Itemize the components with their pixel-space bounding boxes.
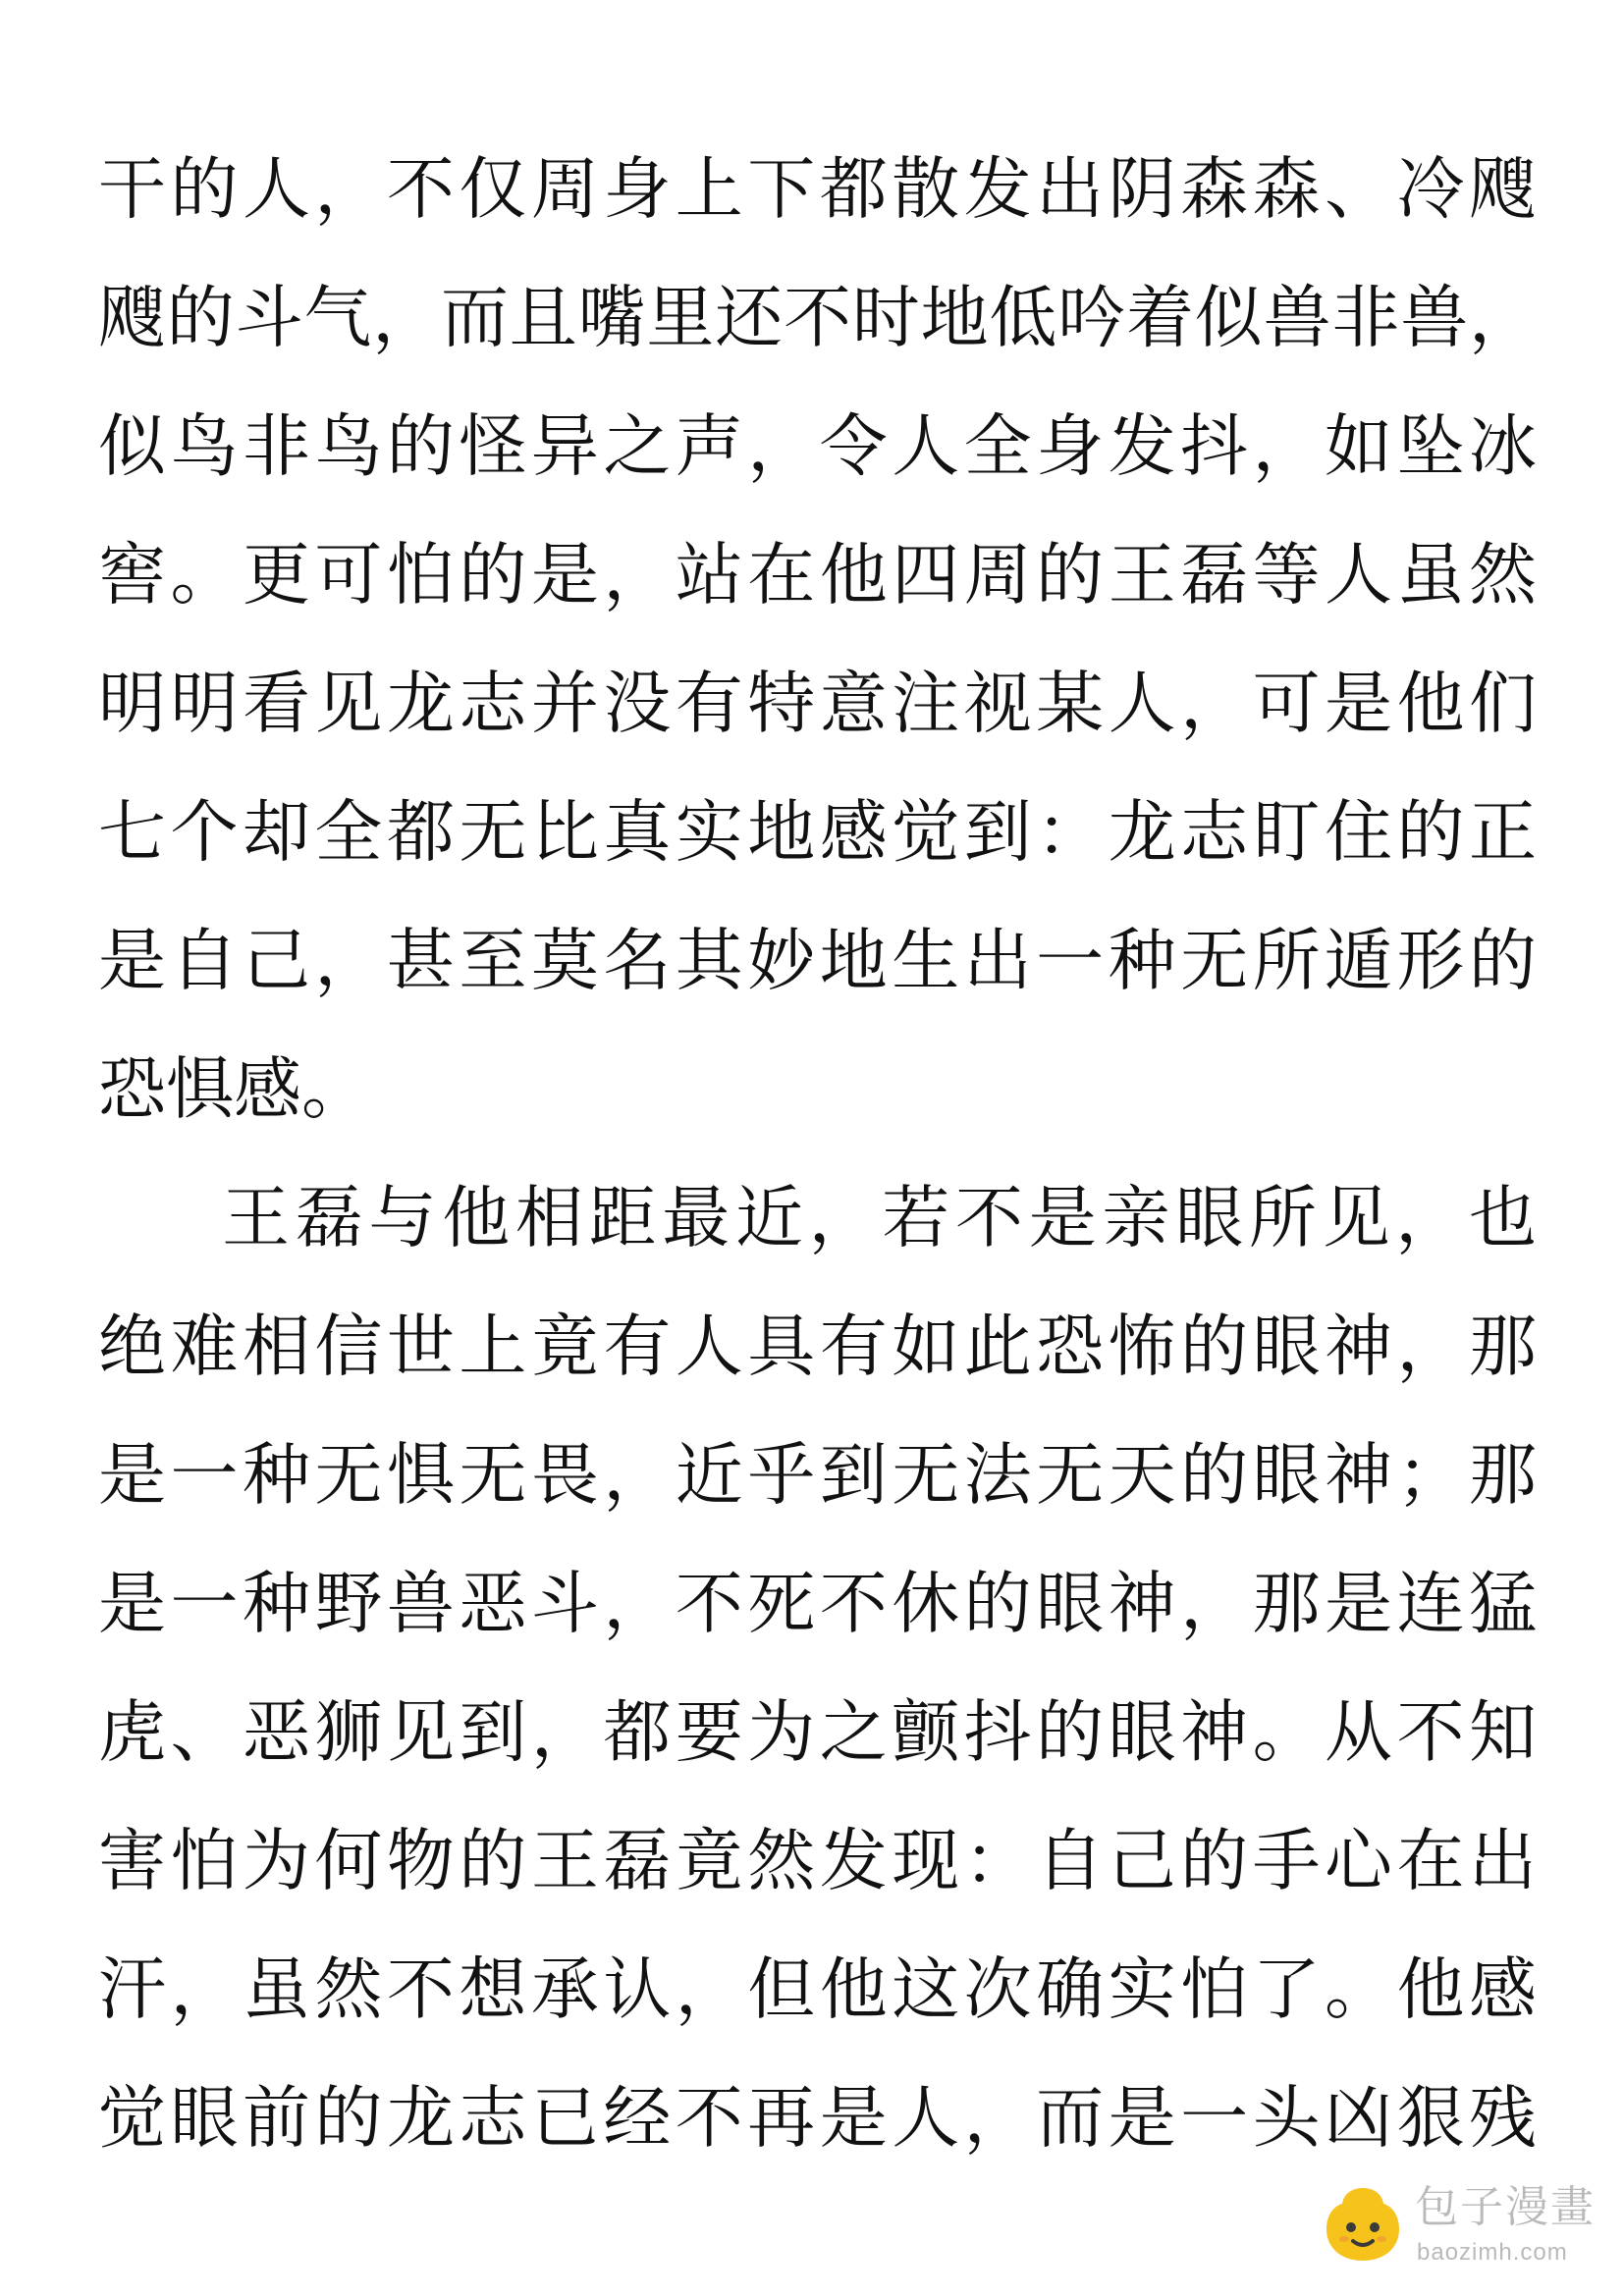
text-line: 觉眼前的龙志已经不再是人，而是一头凶狠残 bbox=[98, 2079, 1537, 2158]
text-line: 明明看见龙志并没有特意注视某人，可是他们 bbox=[98, 665, 1537, 743]
text-line: 是一种无惧无畏，近乎到无法无天的眼神；那 bbox=[98, 1436, 1537, 1515]
text-line: 害怕为何物的王磊竟然发现：自己的手心在出 bbox=[98, 1822, 1537, 1900]
watermark-title: 包子漫畫 bbox=[1415, 2182, 1596, 2232]
text-line: 七个却全都无比真实地感觉到：龙志盯住的正 bbox=[98, 793, 1537, 872]
text-line: 恐惧感。 bbox=[98, 1050, 369, 1129]
text-line: 似鸟非鸟的怪异之声，令人全身发抖，如坠冰 bbox=[98, 407, 1537, 486]
text-line: 飕的斗气，而且嘴里还不时地低吟着似兽非兽， bbox=[98, 279, 1537, 357]
bun-face-icon bbox=[1321, 2182, 1405, 2267]
text-line: 窖。更可怕的是，站在他四周的王磊等人虽然 bbox=[98, 536, 1537, 614]
text-line: 汗，虽然不想承认，但他这次确实怕了。他感 bbox=[98, 1950, 1537, 2029]
text-line: 是自己，甚至莫名其妙地生出一种无所遁形的 bbox=[98, 922, 1537, 1000]
text-line: 是一种野兽恶斗，不死不休的眼神，那是连猛 bbox=[98, 1565, 1537, 1643]
text-line: 虎、恶狮见到，都要为之颤抖的眼神。从不知 bbox=[98, 1693, 1537, 1772]
watermark bbox=[1321, 2174, 1615, 2282]
body-text bbox=[98, 126, 1537, 2183]
text-line: 干的人，不仅周身上下都散发出阴森森、冷飕 bbox=[98, 150, 1537, 229]
text-line: 王磊与他相距最近，若不是亲眼所见，也 bbox=[222, 1179, 1537, 1257]
watermark-url: baozimh.com bbox=[1417, 2239, 1568, 2266]
text-line: 绝难相信世上竟有人具有如此恐怖的眼神，那 bbox=[98, 1308, 1537, 1386]
